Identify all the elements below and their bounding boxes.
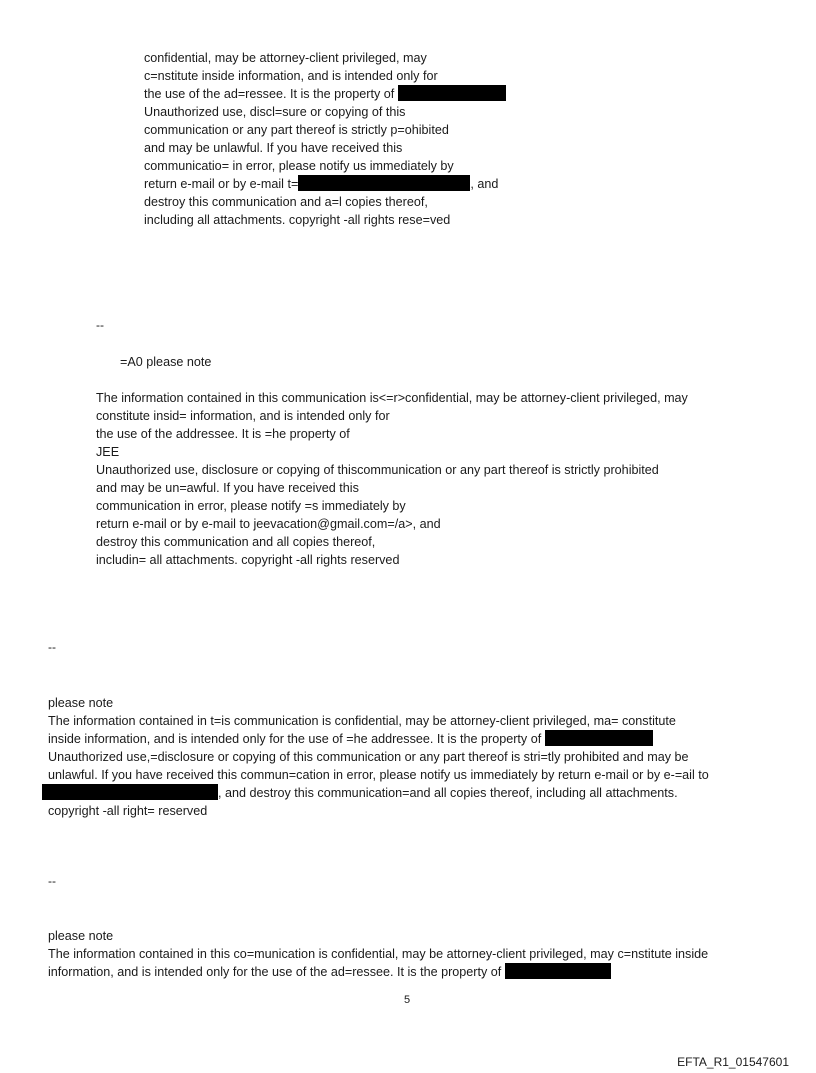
text-line [42, 784, 678, 802]
separator: -- [96, 318, 104, 332]
text-span: , and destroy this communication=and all copies thereof, including all attachments. [218, 786, 678, 800]
text-line: and may be unlawful. If you have received this [144, 141, 403, 155]
separator: -- [48, 640, 56, 654]
text-line: destroy this communication and all copies thereof, [96, 535, 376, 549]
text-line: The information contained in this communication is<=r>confidential, may be attorney-client privileged, may [96, 391, 688, 405]
document-id: EFTA_R1_01547601 [677, 1055, 789, 1069]
text-line: Unauthorized use,=disclosure or copying of this communication or any part thereof is stri=tly prohibited and may be [48, 750, 689, 764]
text-line: the use of the addressee. It is =he property of [96, 427, 350, 441]
text-line: Unauthorized use, discl=sure or copying of this [144, 105, 406, 119]
text-line: The information contained in t=is communication is confidential, may be attorney-client privileged, ma= constitute [48, 714, 676, 728]
text-line: confidential, may be attorney-client privileged, may [144, 51, 427, 65]
text-line: communicatio= in error, please notify us immediately by [144, 159, 454, 173]
note-heading: please note [48, 929, 114, 943]
text-span: inside information, and is intended only for the use of =he addressee. It is the property of [48, 732, 545, 746]
text-line: includin= all attachments. copyright -all rights reserved [96, 553, 400, 567]
redaction-box [398, 85, 506, 101]
page-number: 5 [404, 994, 411, 1006]
text-line: and may be un=awful. If you have received this [96, 481, 359, 495]
redaction-box [298, 175, 470, 191]
text-line: communication in error, please notify =s immediately by [96, 499, 406, 513]
text-line [48, 963, 611, 981]
text-line: copyright -all right= reserved [48, 804, 208, 818]
text-line: The information contained in this co=munication is confidential, may be attorney-client privileged, may c=nstitute inside [48, 947, 709, 961]
note-heading: please note [48, 696, 114, 710]
text-line: destroy this communication and a=l copies thereof, [144, 195, 428, 209]
text-span: information, and is intended only for the use of the ad=ressee. It is the property of [48, 965, 505, 979]
text-line [48, 730, 653, 748]
redaction-box [505, 963, 611, 979]
separator: -- [48, 874, 56, 888]
text-span: , and [470, 177, 499, 191]
text-line: Unauthorized use, disclosure or copying of thiscommunication or any part thereof is strictly prohibited [96, 463, 659, 477]
redaction-box [42, 784, 218, 800]
text-line: JEE [96, 445, 120, 459]
text-span: the use of the ad=ressee. It is the property of [144, 87, 398, 101]
text-line: return e-mail or by e-mail to jeevacation@gmail.com=/a>, and [96, 517, 441, 531]
text-line [144, 175, 498, 193]
text-span: return e-mail or by e-mail t= [144, 177, 299, 191]
text-line: including all attachments. copyright -all rights rese=ved [144, 213, 451, 227]
redaction-box [545, 730, 653, 746]
text-line: c=nstitute inside information, and is intended only for [144, 69, 438, 83]
text-line: constitute insid= information, and is intended only for [96, 409, 390, 423]
note-heading: =A0 please note [120, 355, 212, 369]
text-line: unlawful. If you have received this commun=cation in error, please notify us immediately by return e-mail or by e-=ail to [48, 768, 709, 782]
text-line: communication or any part thereof is strictly p=ohibited [144, 123, 449, 137]
text-line [144, 85, 506, 103]
